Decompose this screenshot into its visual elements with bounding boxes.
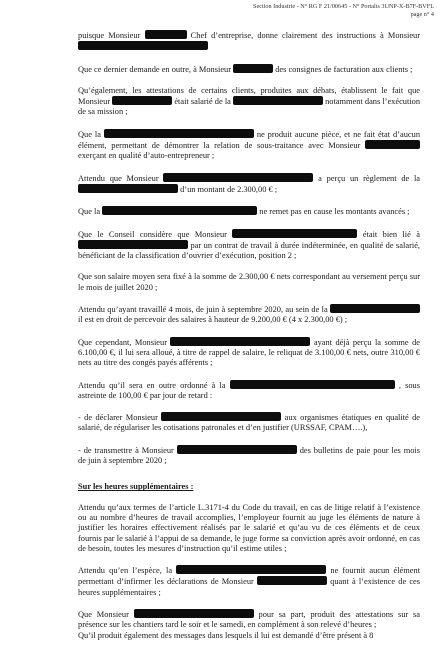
paragraph: - de transmettre à Monsieur des bulletins de paie pour les mois de juin à septembre 2020 ; bbox=[78, 445, 421, 466]
page-header bbox=[253, 3, 434, 19]
redaction-bar bbox=[330, 304, 420, 313]
paragraph: Attendu que Monsieur a perçu un règlement de la d’un montant de 2.300,00 € ; bbox=[78, 173, 421, 194]
redaction-bar bbox=[170, 337, 310, 346]
redaction-bar bbox=[161, 412, 281, 421]
paragraph: Que ce dernier demande en outre, à Monsieur des consignes de facturation aux clients ; bbox=[78, 64, 413, 74]
paragraph: Que la ne produit aucune pièce, et ne fait état d’aucun élément, permettant de démontrer la relation de sous-traitance avec Monsieur exerçant en qualité d’auto-entrepreneur ; bbox=[78, 129, 421, 161]
paragraph: puisque Monsieur Chef d’entreprise, donne clairement des instructions à Monsieur bbox=[78, 30, 420, 53]
redaction-bar bbox=[112, 96, 172, 105]
redaction-bar bbox=[230, 380, 395, 389]
redaction-bar bbox=[233, 64, 273, 73]
case-reference: Section Industrie - N° RG F 21/00645 - N° Portalis 3UNP-X-B7F-BVFL bbox=[253, 3, 434, 10]
redaction-bar bbox=[365, 140, 420, 149]
paragraph: Que Monsieur pour sa part, produit des attestations sur sa présence sur les chantiers tard le soir et le samedi, en complément à son relevé d’heures ; Qu’il produit également des messages dans lesquels il lui est demandé d’être présent à 8 bbox=[78, 609, 421, 640]
paragraph: Que cependant, Monsieur ayant déjà perçu la somme de 6.100,00 €, il lui sera alloué, à titre de rappel de salaire, le reliquat de 3.100,00 € nets, outre 310,00 € nets au titre des congés payés afférents ; bbox=[78, 337, 420, 368]
redaction-bar bbox=[78, 240, 188, 249]
page-number: page n° 4 bbox=[410, 11, 434, 18]
redaction-bar bbox=[163, 173, 313, 182]
paragraph: Qu’également, les attestations de certains clients, produites aux débats, établissent le fait que Monsieur était salarié de la notamment dans l’exécution de sa mission ; bbox=[78, 85, 421, 117]
redaction-bar bbox=[78, 184, 178, 193]
redaction-bar bbox=[104, 129, 254, 138]
redaction-bar bbox=[145, 30, 187, 39]
section-heading: Sur les heures supplémentaires : bbox=[78, 482, 194, 492]
paragraph: Qu’il produit également des messages dans lesquels il lui est demandé d’être présent à 8 bbox=[78, 630, 374, 640]
redaction-bar bbox=[134, 609, 254, 618]
paragraph: Attendu qu’ayant travaillé 4 mois, de juin à septembre 2020, au sein de la il est en droit de percevoir des salaires à hauteur de 9.200,00 € (4 x 2.300,00 €) ; bbox=[78, 304, 420, 326]
paragraph: Que la ne remet pas en cause les montants avancés ; bbox=[78, 207, 410, 217]
paragraph: - de déclarer Monsieur aux organismes étatiques en qualité de salarié, de régulariser les cotisations patronales et d’en justifier (URSSAF, CPAM….), bbox=[78, 413, 421, 433]
paragraph: Attendu qu’il sera en outre ordonné à la , sous astreinte de 100,00 € par jour de retard : bbox=[78, 380, 420, 400]
redaction-bar bbox=[233, 96, 323, 105]
paragraph: Attendu qu’aux termes de l’article L.3171-4 du Code du travail, en cas de litige relatif à l’existence ou au nombre d’heures de travail accomplies, l’employeur fournit au juge les éléments de nature à justifier les horaires effectivement réalisés par le salarié et qu’au vu de ces éléments et de ceux fournis par le salarié à l’appui de sa demande, le juge forme sa conviction après avoir ordonné, en cas de besoin, toutes les mesures d’instruction qu’il estime utiles ; bbox=[78, 502, 420, 553]
redaction-bar bbox=[257, 576, 327, 585]
paragraph: Attendu qu’en l’espèce, la ne fournit aucun élément permettant d’infirmer les déclarations de Monsieur quant à l’existence de ces heures supplémentaires ; bbox=[78, 566, 421, 597]
paragraph: Que le Conseil considère que Monsieur était bien lié à par un contrat de travail à durée indéterminée, en qualité de salarié, bénéficiant de la classification d’ouvrier d’exécution, position 2 ; bbox=[78, 229, 421, 261]
paragraph: Que son salaire moyen sera fixé à la somme de 2.300,00 € nets correspondant au versement perçu sur le mois de juillet 2020 ; bbox=[78, 272, 420, 292]
redaction-bar bbox=[177, 445, 297, 454]
redaction-bar bbox=[102, 206, 257, 215]
redaction-bar bbox=[232, 229, 357, 238]
redaction-bar bbox=[78, 41, 208, 50]
document-body bbox=[78, 30, 420, 650]
redaction-bar bbox=[176, 565, 326, 574]
